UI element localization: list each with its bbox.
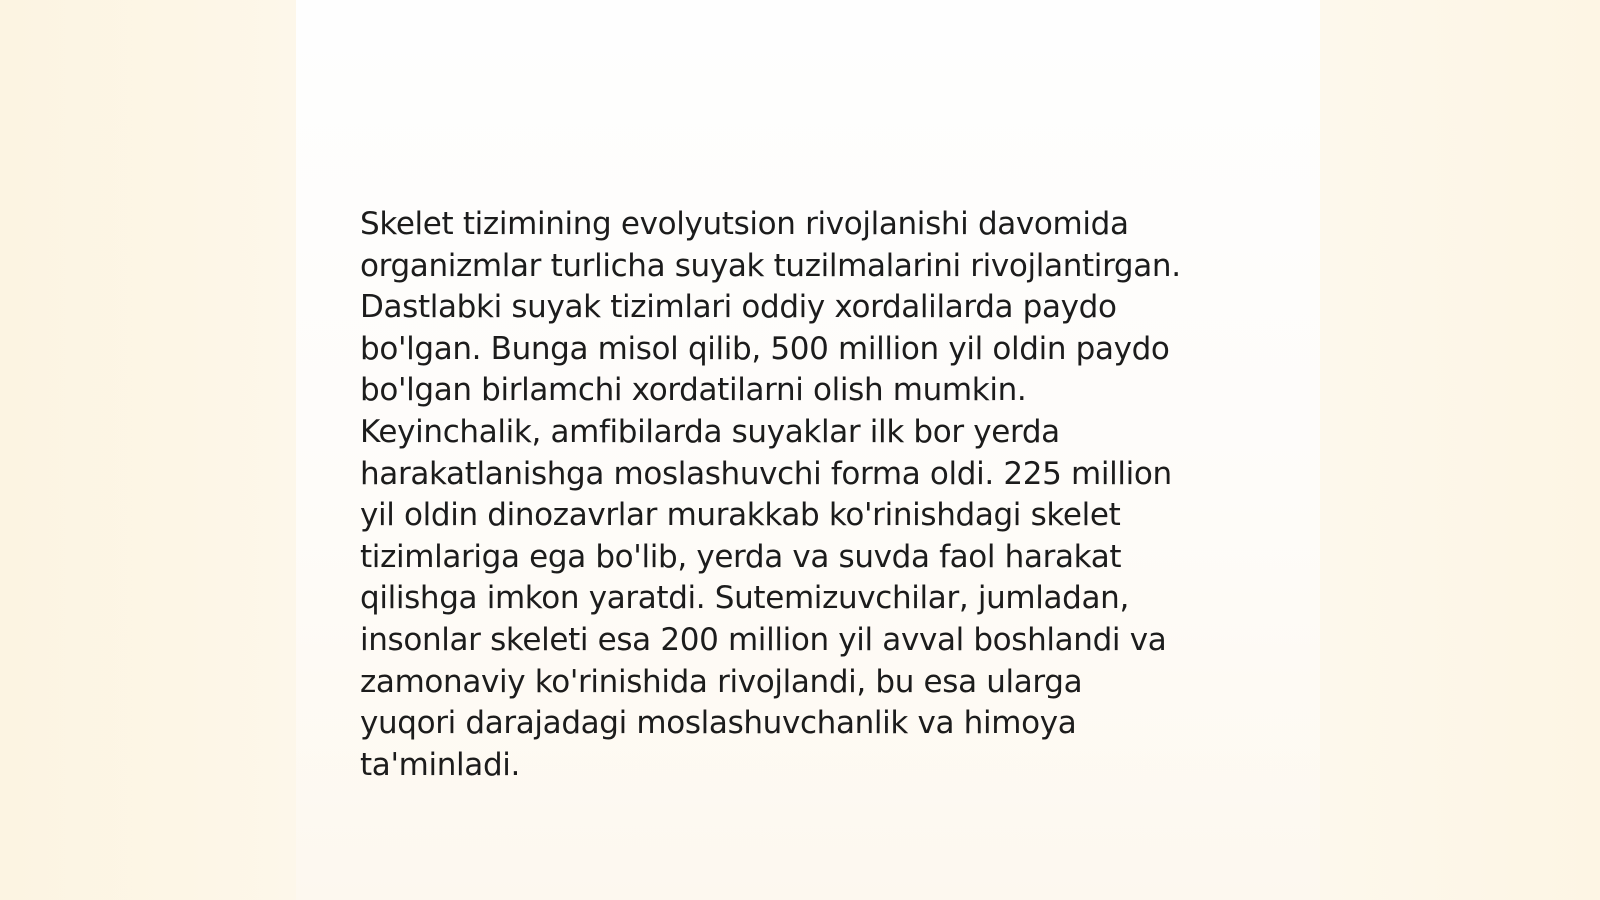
slide-body-text: Skelet tizimining evolyutsion rivojlanishi davomida organizmlar turlicha suyak tuzilmalarini rivojlantirgan. Dastlabki suyak tizimlari oddiy xordalilarda paydo bo'lgan. Bunga misol qilib, 500 million yil oldin paydo bo'lgan birlamchi xordatilarni olish mumkin. Keyinchalik, amfibilarda suyaklar ilk bor yerda harakatlanishga moslashuvchi forma oldi. 225 million yil oldin dinozavrlar murakkab ko'rinishdagi skelet tizimlariga ega bo'lib, yerda va suvda faol harakat qilishga imkon yaratdi. Sutemizuvchilar, jumladan, insonlar skeleti esa 200 million yil avval boshlandi va zamonaviy ko'rinishida rivojlandi, bu esa ularga yuqori darajadagi moslashuvchanlik va himoya ta'minladi.	[360, 206, 1181, 783]
left-margin-background	[0, 0, 296, 900]
right-margin-background	[1320, 0, 1600, 900]
slide-canvas	[296, 0, 1320, 900]
